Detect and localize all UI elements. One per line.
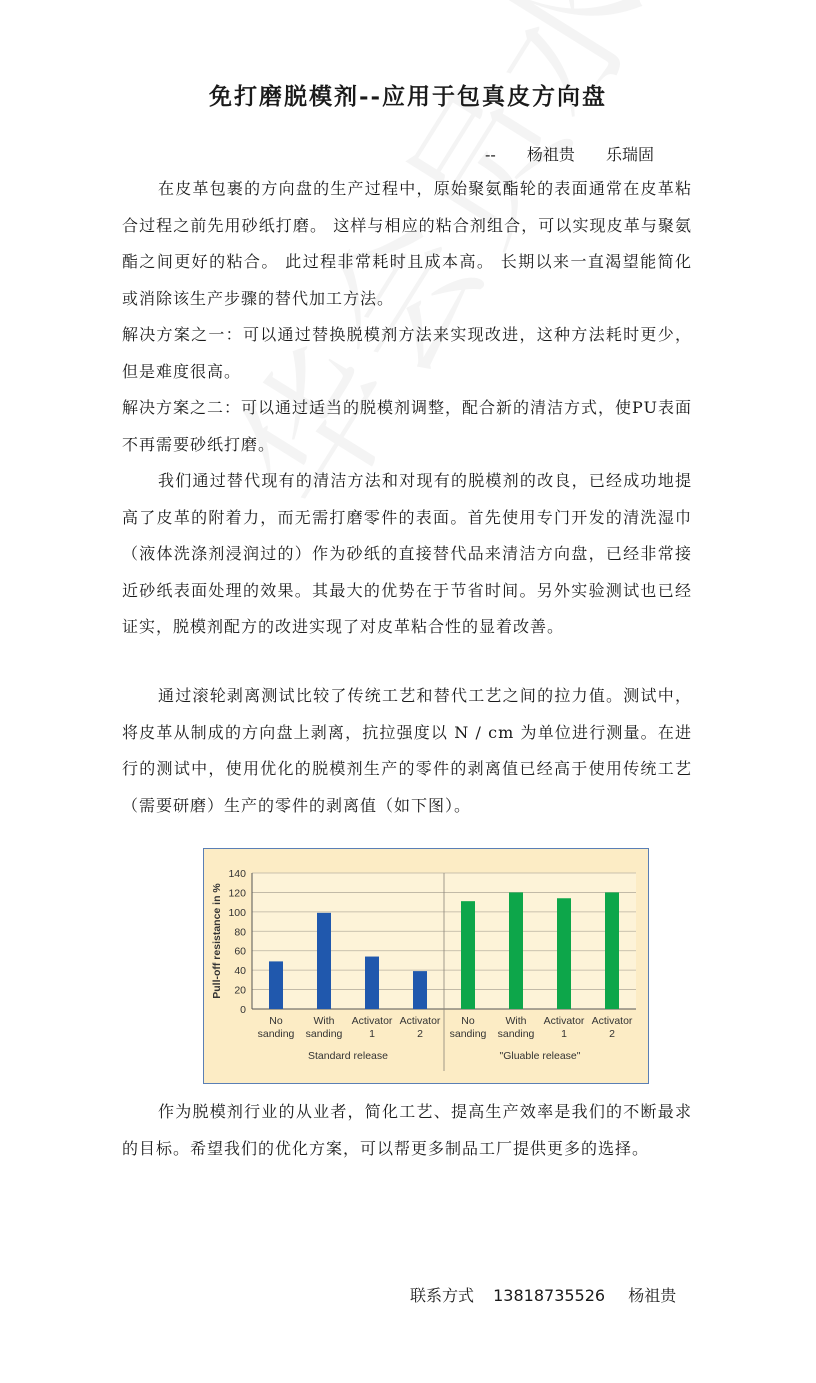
x-tick-label: No	[461, 1015, 475, 1027]
y-tick-label: 20	[234, 984, 246, 997]
y-tick-label: 60	[234, 945, 246, 958]
x-tick-label: 2	[609, 1028, 615, 1040]
chart-svg	[204, 849, 648, 1083]
contact-phone: 13818735526	[493, 1286, 606, 1305]
paragraph: 在皮革包裹的方向盘的生产过程中，原始聚氨酯轮的表面通常在皮革粘合过程之前先用砂纸打磨。 这样与相应的粘合剂组合，可以实现皮革与聚氨酯之间更好的粘合。 此过程非常耗时且成本高。 长期以来一直渴望能简化或消除该生产步骤的替代加工方法。	[122, 179, 692, 308]
y-tick-label: 100	[228, 906, 246, 919]
y-tick-label: 80	[234, 926, 246, 939]
author-name: 乐瑞固	[606, 145, 655, 164]
paragraph: 作为脱模剂行业的从业者，简化工艺、提高生产效率是我们的不断最求的目标。希望我们的优化方案，可以帮更多制品工厂提供更多的选择。	[122, 1102, 692, 1158]
x-tick-label: sanding	[257, 1028, 295, 1040]
group-label: "Gluable release"	[499, 1050, 581, 1062]
group-label: Standard release	[308, 1050, 388, 1062]
bar	[269, 961, 283, 1009]
bar	[605, 892, 619, 1009]
bar	[461, 901, 475, 1009]
paragraph: 解决方案之二：可以通过适当的脱模剂调整，配合新的清洁方式，使PU表面不再需要砂纸打磨。	[122, 398, 692, 454]
x-tick-label: Activator	[399, 1015, 441, 1027]
bar	[509, 892, 523, 1009]
paragraph: 我们通过替代现有的清洁方法和对现有的脱模剂的改良，已经成功地提高了皮革的附着力，而无需打磨零件的表面。首先使用专门开发的清洗湿巾（液体洗涤剂浸润过的）作为砂纸的直接替代品来清洁方向盘，已经非常接近砂纸表面处理的效果。其最大的优势在于节省时间。另外实验测试也已经证实，脱模剂配方的改进实现了对皮革粘合性的显着改善。	[122, 471, 692, 636]
y-tick-label: 0	[240, 1004, 246, 1016]
y-tick-label: 120	[228, 887, 246, 900]
authors-line	[485, 142, 654, 165]
x-tick-label: Activator	[591, 1015, 633, 1027]
y-axis-label: Pull-off resistance in %	[211, 883, 223, 999]
author-dash: --	[485, 145, 496, 164]
x-tick-label: Activator	[351, 1015, 393, 1027]
bar	[413, 971, 427, 1009]
paragraph: 解决方案之一：可以通过替换脱模剂方法来实现改进，这种方法耗时更少，但是难度很高。	[122, 325, 692, 381]
x-tick-label: 1	[561, 1028, 567, 1040]
pull-off-chart	[203, 848, 649, 1084]
closing-section	[122, 1094, 692, 1167]
x-tick-label: sanding	[305, 1028, 343, 1040]
author-name: 杨祖贵	[526, 145, 575, 164]
method-section	[122, 463, 692, 646]
x-tick-label: 1	[369, 1028, 375, 1040]
x-tick-label: Activator	[543, 1015, 585, 1027]
bar	[557, 898, 571, 1009]
bar	[365, 957, 379, 1009]
y-tick-label: 40	[234, 965, 246, 978]
contact-line	[410, 1283, 690, 1306]
x-tick-label: With	[505, 1015, 527, 1027]
x-tick-label: sanding	[449, 1028, 487, 1040]
intro-section	[122, 171, 692, 463]
x-tick-label: sanding	[497, 1028, 535, 1040]
test-section	[122, 678, 692, 824]
page-title: 免打磨脱模剂--应用于包真皮方向盘	[208, 83, 608, 110]
paragraph: 通过滚轮剥离测试比较了传统工艺和替代工艺之间的拉力值。测试中，将皮革从制成的方向盘上剥离，抗拉强度以 N / cm 为单位进行测量。在进行的测试中，使用优化的脱模剂生产的零件的剥离值已经高于使用传统工艺（需要研磨）生产的零件的剥离值（如下图）。	[122, 686, 692, 815]
contact-name: 杨祖贵	[628, 1286, 677, 1305]
x-tick-label: 2	[417, 1028, 423, 1040]
y-tick-label: 140	[228, 868, 246, 880]
x-tick-label: No	[269, 1015, 283, 1027]
bar	[317, 913, 331, 1009]
x-tick-label: With	[313, 1015, 335, 1027]
contact-label: 联系方式	[410, 1286, 475, 1305]
